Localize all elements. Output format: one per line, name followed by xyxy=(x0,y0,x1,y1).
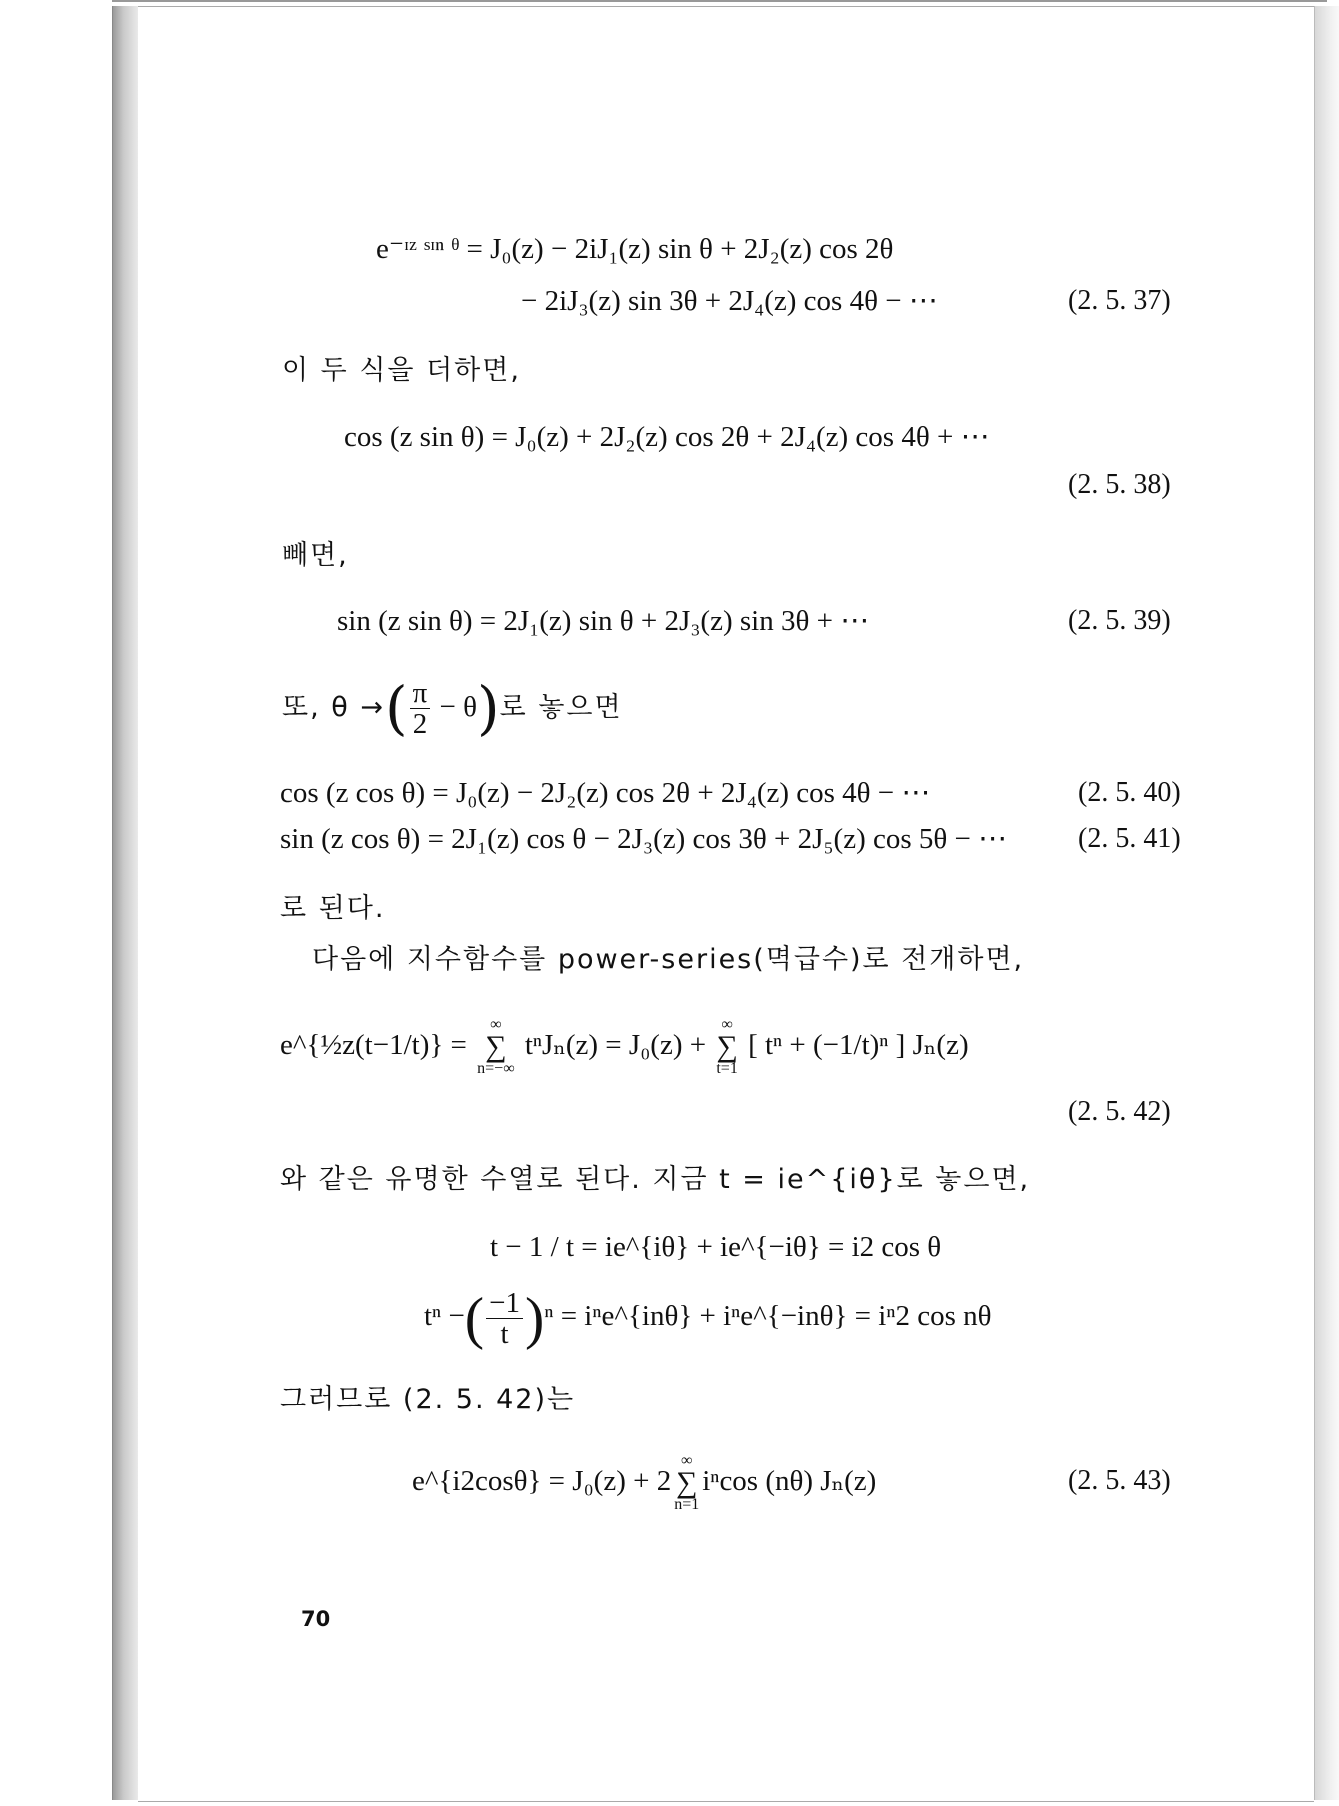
fraction-numerator: −1 xyxy=(486,1288,523,1319)
equation-2-5-38: cos (z sin θ) = J₀(z) + 2J₂(z) cos 2θ + 2J₄(z) cos 4θ + ⋯ xyxy=(344,421,990,453)
equation-2-5-42 xyxy=(280,1010,969,1080)
equation-number-2-5-38: (2. 5. 38) xyxy=(1068,469,1171,500)
text-subtract: 빼면, xyxy=(282,540,349,571)
left-paren: ( xyxy=(464,1285,485,1351)
sum1-upper: ∞ xyxy=(490,1016,502,1034)
equation-t-minus-inverse: t − 1 / t = ie^{iθ} + ie^{−iθ} = i2 cos θ xyxy=(490,1231,942,1263)
text-also-prefix: 또, θ → xyxy=(282,692,385,723)
equation-2-5-37-line1: e⁻ᶦᶻ ˢᶦⁿ ᶿ = J₀(z) − 2iJ₁(z) sin θ + 2J₂(z) cos 2θ xyxy=(376,233,894,265)
eq-t2-rhs: ⁿ = iⁿe^{inθ} + iⁿe^{−inθ} = iⁿ2 cos nθ xyxy=(544,1300,992,1332)
summation-n-minus-infinity xyxy=(477,1017,514,1077)
fraction-denominator: 2 xyxy=(412,707,428,740)
equation-2-5-37-line2: − 2iJ₃(z) sin 3θ + 2J₄(z) cos 4θ − ⋯ xyxy=(521,285,938,317)
fraction-denominator: t xyxy=(500,1317,509,1350)
sum1-lower: n=−∞ xyxy=(477,1060,515,1078)
text-also-suffix: 로 놓으면 xyxy=(499,692,623,723)
sum-upper: ∞ xyxy=(681,1452,693,1470)
equation-2-5-39: sin (z sin θ) = 2J₁(z) sin θ + 2J₃(z) sin 3θ + ⋯ xyxy=(337,605,870,637)
equation-number-2-5-43: (2. 5. 43) xyxy=(1068,1465,1171,1496)
right-paren: ) xyxy=(477,674,500,742)
eq42-lhs: e^{½z(t−1/t)} = xyxy=(280,1029,467,1061)
summation-n-one xyxy=(674,1453,699,1513)
fraction-numerator: π xyxy=(410,678,431,709)
text-add: 이 두 식을 더하면, xyxy=(282,355,521,386)
eq43-rhs: iⁿcos (nθ) Jₙ(z) xyxy=(702,1465,877,1497)
equation-2-5-43 xyxy=(412,1446,876,1516)
eq42-mid: tⁿJₙ(z) = J₀(z) + xyxy=(524,1029,707,1061)
eq42-rhs: [ tⁿ + (−1/t)ⁿ ] Jₙ(z) xyxy=(748,1029,969,1061)
eq43-lhs: e^{i2cosθ} = J₀(z) + 2 xyxy=(412,1465,672,1497)
sigma-symbol: ∑ xyxy=(716,1030,738,1064)
text-becomes: 로 된다. xyxy=(280,893,386,924)
equation-2-5-40: cos (z cos θ) = J₀(z) − 2J₂(z) cos 2θ + 2J₄(z) cos 4θ − ⋯ xyxy=(280,777,931,809)
left-paren: ( xyxy=(384,674,408,742)
equation-number-2-5-42: (2. 5. 42) xyxy=(1068,1096,1171,1127)
equation-number-2-5-39: (2. 5. 39) xyxy=(1068,605,1171,636)
equation-t-power-n xyxy=(424,1276,992,1356)
text-therefore: 그러므로 (2. 5. 42)는 xyxy=(280,1384,576,1415)
summation-t-one xyxy=(716,1017,737,1077)
pi-over-two-fraction xyxy=(410,678,431,739)
book-spine xyxy=(112,6,139,1800)
right-paren: ) xyxy=(524,1285,545,1351)
page-right-edge xyxy=(1314,6,1339,1800)
eq-t2-lhs: tⁿ − xyxy=(424,1300,465,1332)
sigma-symbol: ∑ xyxy=(485,1030,507,1064)
equation-number-2-5-40: (2. 5. 40) xyxy=(1078,777,1181,808)
page-number: 70 xyxy=(301,1607,331,1631)
text-famous-series: 와 같은 유명한 수열로 된다. 지금 t = ie^{iθ}로 놓으면, xyxy=(280,1164,1031,1195)
equation-2-5-41: sin (z cos θ) = 2J₁(z) cos θ − 2J₃(z) cos 3θ + 2J₅(z) cos 5θ − ⋯ xyxy=(280,823,1008,855)
sum2-upper: ∞ xyxy=(721,1016,733,1034)
text-also-mid: − θ xyxy=(432,691,478,723)
equation-number-2-5-41: (2. 5. 41) xyxy=(1078,823,1181,854)
sum2-lower: t=1 xyxy=(716,1060,738,1078)
sigma-symbol: ∑ xyxy=(676,1466,698,1500)
text-next: 다음에 지수함수를 power-series(멱급수)로 전개하면, xyxy=(312,944,1025,975)
equation-number-2-5-37: (2. 5. 37) xyxy=(1068,285,1171,316)
sum-lower: n=1 xyxy=(674,1496,700,1514)
minus-one-over-t-fraction xyxy=(486,1288,523,1349)
text-substitution xyxy=(282,666,623,746)
